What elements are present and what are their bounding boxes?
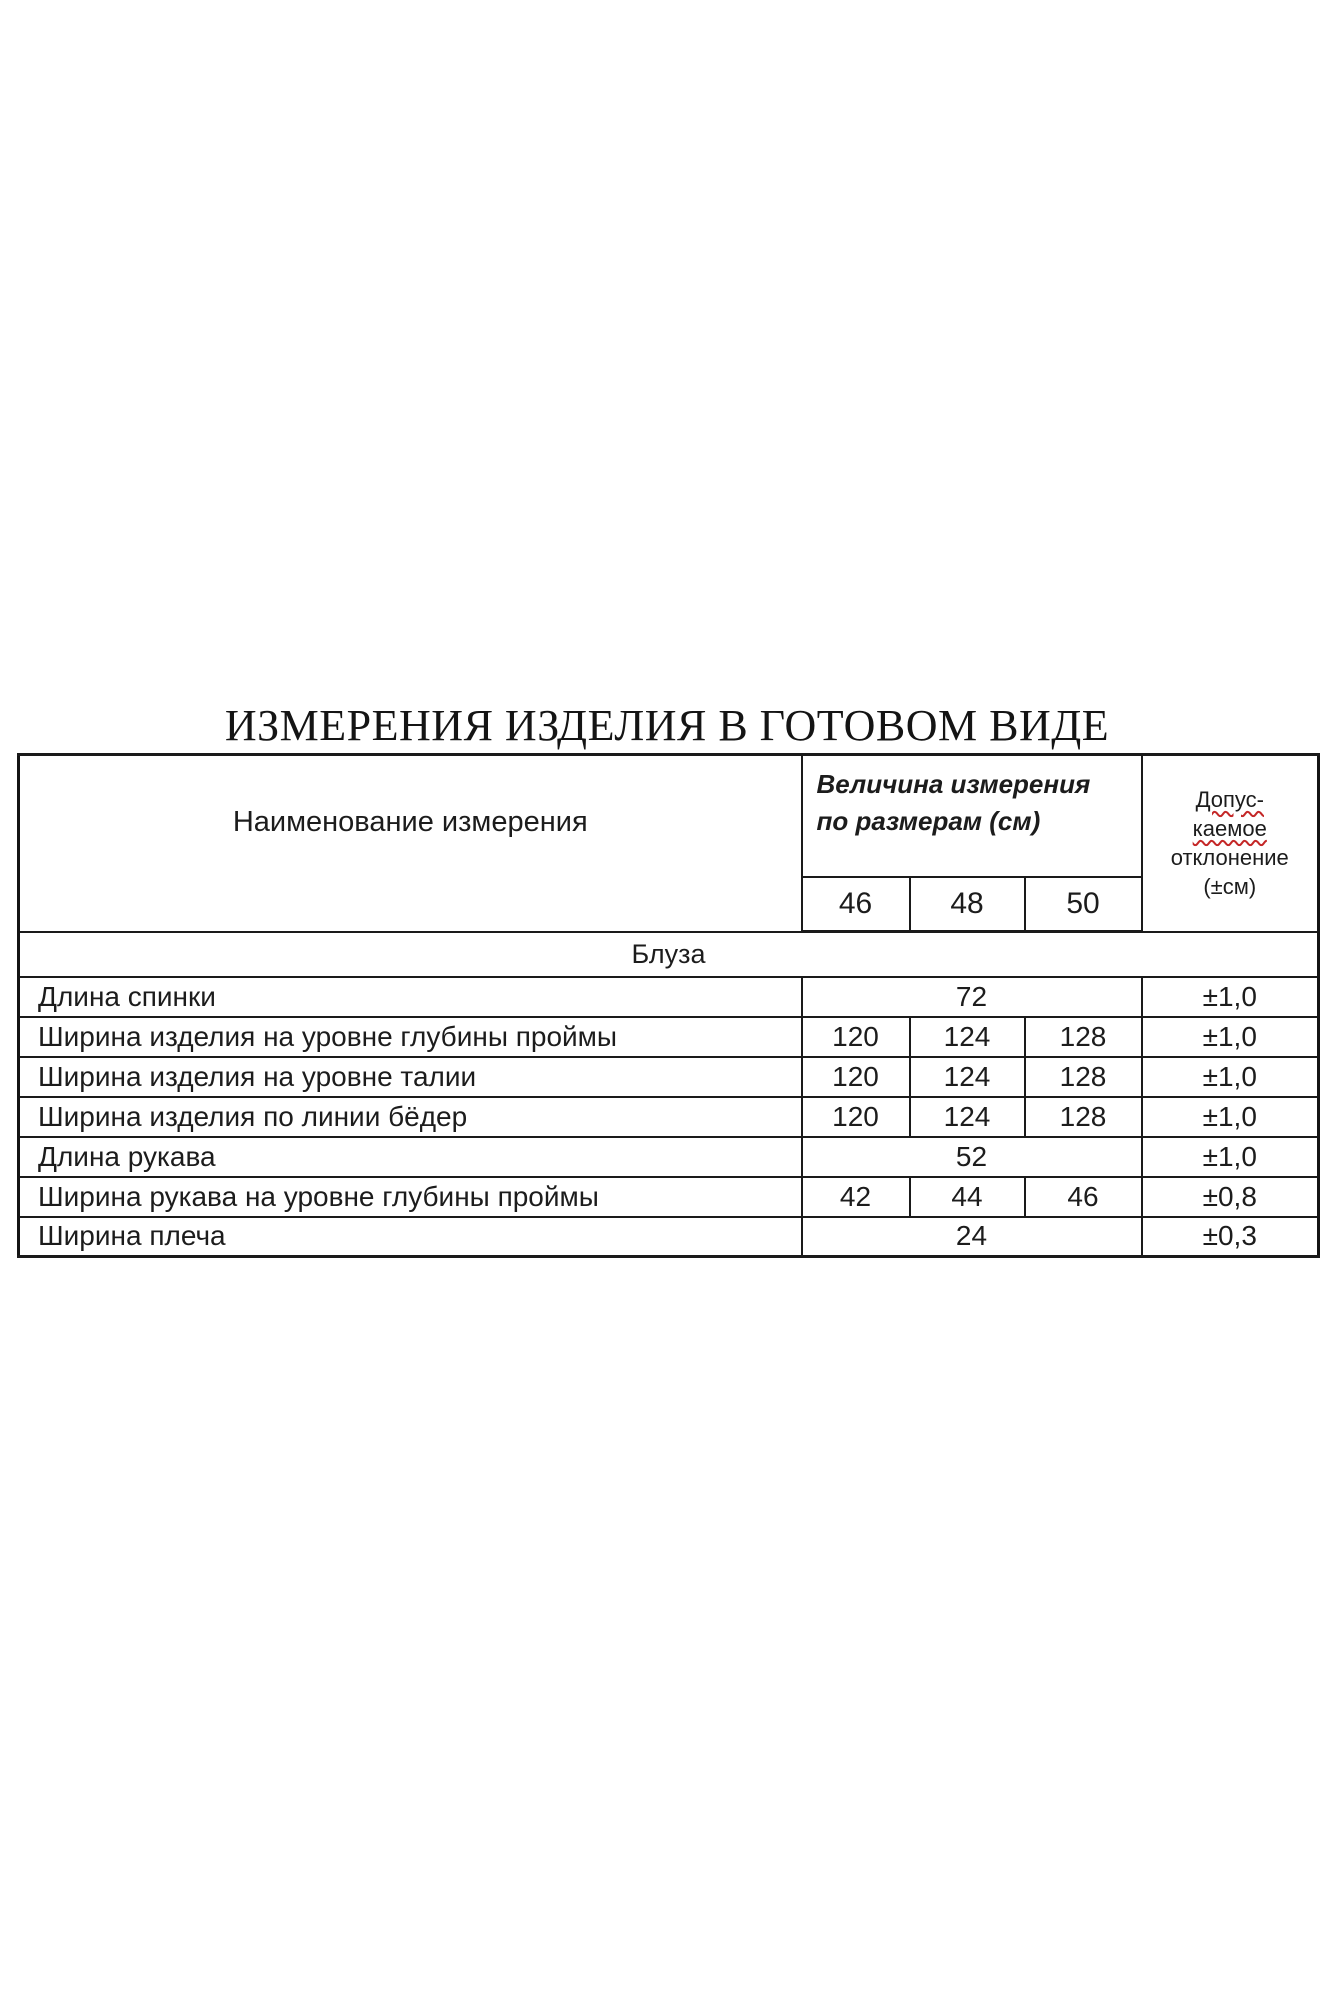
value-cell: 124 bbox=[910, 1097, 1025, 1137]
table-row bbox=[19, 977, 1319, 1017]
table-row bbox=[19, 1017, 1319, 1057]
size-col-48: 48 bbox=[910, 877, 1025, 932]
table-row bbox=[19, 1097, 1319, 1137]
tolerance-header-line-3: отклонение bbox=[1170, 845, 1289, 871]
measurements-table bbox=[17, 753, 1320, 1258]
value-cell: 72 bbox=[802, 977, 1142, 1017]
row-name-cell: Длина спинки bbox=[19, 977, 802, 1017]
value-cell: 124 bbox=[910, 1017, 1025, 1057]
tolerance-header-line-4: (±см) bbox=[1203, 874, 1257, 900]
value-cell: 124 bbox=[910, 1057, 1025, 1097]
size-col-50: 50 bbox=[1025, 877, 1142, 932]
table-row bbox=[19, 1137, 1319, 1177]
tolerance-cell: ±1,0 bbox=[1142, 1057, 1319, 1097]
tolerance-cell: ±1,0 bbox=[1142, 1017, 1319, 1057]
table-row bbox=[19, 1177, 1319, 1217]
row-name-cell: Длина рукава bbox=[19, 1137, 802, 1177]
page-title: ИЗМЕРЕНИЯ ИЗДЕЛИЯ В ГОТОВОМ ВИДЕ bbox=[224, 701, 1110, 750]
value-cell: 52 bbox=[802, 1137, 1142, 1177]
tolerance-cell: ±1,0 bbox=[1142, 977, 1319, 1017]
tolerance-cell: ±0,8 bbox=[1142, 1177, 1319, 1217]
value-cell: 120 bbox=[802, 1017, 910, 1057]
tolerance-cell: ±1,0 bbox=[1142, 1137, 1319, 1177]
col-header-name: Наименование измерения bbox=[19, 755, 802, 932]
value-cell: 128 bbox=[1025, 1097, 1142, 1137]
value-cell: 46 bbox=[1025, 1177, 1142, 1217]
value-cell: 128 bbox=[1025, 1057, 1142, 1097]
size-col-46: 46 bbox=[802, 877, 910, 932]
value-cell: 128 bbox=[1025, 1017, 1142, 1057]
row-name-cell: Ширина изделия на уровне глубины проймы bbox=[19, 1017, 802, 1057]
col-header-tolerance bbox=[1142, 755, 1319, 932]
section-row bbox=[19, 932, 1319, 977]
tolerance-cell: ±1,0 bbox=[1142, 1097, 1319, 1137]
value-cell: 44 bbox=[910, 1177, 1025, 1217]
header-row bbox=[19, 755, 1319, 877]
row-name-cell: Ширина изделия по линии бёдер bbox=[19, 1097, 802, 1137]
col-header-sizes: Величина измерения по размерам (см) bbox=[802, 755, 1142, 877]
value-cell: 120 bbox=[802, 1057, 910, 1097]
row-name-cell: Ширина рукава на уровне глубины проймы bbox=[19, 1177, 802, 1217]
table-row bbox=[19, 1217, 1319, 1257]
table-row bbox=[19, 1057, 1319, 1097]
tolerance-header-line-1: Допус- bbox=[1195, 787, 1264, 813]
value-cell: 24 bbox=[802, 1217, 1142, 1257]
value-cell: 42 bbox=[802, 1177, 910, 1217]
row-name-cell: Ширина изделия на уровне талии bbox=[19, 1057, 802, 1097]
tolerance-header-line-2: каемое bbox=[1192, 816, 1267, 842]
tolerance-cell: ±0,3 bbox=[1142, 1217, 1319, 1257]
value-cell: 120 bbox=[802, 1097, 910, 1137]
section-label: Блуза bbox=[19, 932, 1319, 977]
row-name-cell: Ширина плеча bbox=[19, 1217, 802, 1257]
